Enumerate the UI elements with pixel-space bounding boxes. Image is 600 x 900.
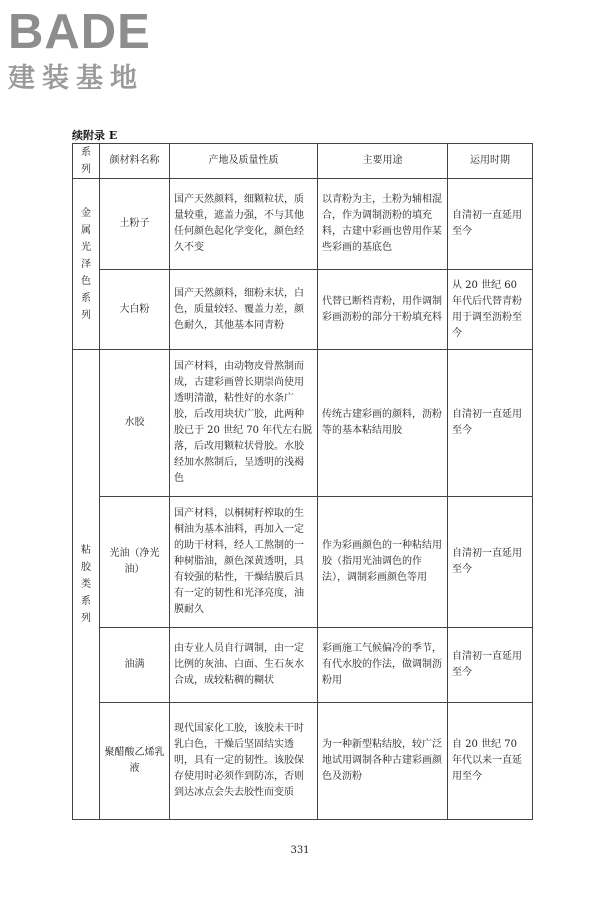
logo-brand: BADE <box>8 5 151 59</box>
usage-period: 自清初一直延用至今 <box>448 497 533 628</box>
origin-quality: 国产天然颜料，细粉末状，白色，质量较轻、覆盖力差，颜色耐久，其他基本同青粉 <box>170 270 318 350</box>
appendix-caption: 续附录 E <box>72 129 118 142</box>
header-series: 系列 <box>73 144 100 179</box>
main-use: 以青粉为主，土粉为辅相混合，作为调制沥粉的填充料，古建中彩画也曾用作某些彩画的基底色 <box>318 179 448 270</box>
table-row <box>73 350 533 497</box>
page-number: 331 <box>290 845 310 856</box>
series-cell: 粘胶类系列 <box>73 350 100 820</box>
table-row <box>73 703 533 820</box>
series-cell: 金属光泽色系列 <box>73 179 100 350</box>
main-use: 传统古建彩画的颜料，沥粉等的基本粘结用胶 <box>318 350 448 497</box>
usage-period: 自 20 世纪 70 年代以来一直延用至今 <box>448 703 533 820</box>
bade-logo <box>8 6 178 106</box>
usage-period: 自清初一直延用至今 <box>448 179 533 270</box>
header-main-use: 主要用途 <box>318 144 448 179</box>
main-use: 彩画施工气候偏冷的季节，有代水胶的作法，做调制沥粉用 <box>318 628 448 703</box>
origin-quality: 由专业人员自行调制，由一定比例的灰油、白面、生石灰水合成，成较粘稠的糊状 <box>170 628 318 703</box>
material-name: 水胶 <box>100 350 170 497</box>
main-use: 为一种新型粘结胶，较广泛地试用调制各种古建彩画颜色及沥粉 <box>318 703 448 820</box>
usage-period: 自清初一直延用至今 <box>448 628 533 703</box>
usage-period: 从 20 世纪 60 年代后代替青粉用于调至沥粉至今 <box>448 270 533 350</box>
logo-subtitle: 建装基地 <box>8 63 144 94</box>
table-row <box>73 497 533 628</box>
main-use: 作为彩画颜色的一种粘结用胶（指用光油调色的作法），调制彩画颜色等用 <box>318 497 448 628</box>
material-name: 大白粉 <box>100 270 170 350</box>
material-name: 土粉子 <box>100 179 170 270</box>
material-name: 油满 <box>100 628 170 703</box>
table-row <box>73 628 533 703</box>
table-header-row <box>73 144 533 179</box>
usage-period: 自清初一直延用至今 <box>448 350 533 497</box>
table-row <box>73 270 533 350</box>
origin-quality: 现代国家化工胶，该胶未干时乳白色，干燥后坚固结实透明，具有一定的韧性。该胶保存使用时必须作到防冻，否则到达冰点会失去胶性而变质 <box>170 703 318 820</box>
table-row <box>73 179 533 270</box>
header-material-name: 颜材料名称 <box>100 144 170 179</box>
material-name: 聚醋酸乙烯乳液 <box>100 703 170 820</box>
origin-quality: 国产天然颜料，细颗粒状，质量较重，遮盖力强，不与其他任何颜色起化学变化，颜色经久不变 <box>170 179 318 270</box>
origin-quality: 国产材料，以桐树籽榨取的生桐油为基本油料，再加入一定的助干材料，经人工熬制的一种树脂油，颜色深黄透明，具有较强的粘性，干燥结膜后具有一定的韧性和光泽亮度，油膜耐久 <box>170 497 318 628</box>
pigment-table <box>72 143 533 820</box>
material-name: 光油（净光油） <box>100 497 170 628</box>
header-origin-quality: 产地及质量性质 <box>170 144 318 179</box>
header-period: 运用时期 <box>448 144 533 179</box>
main-use: 代替已断档青粉，用作调制彩画沥粉的部分干粉填充料 <box>318 270 448 350</box>
origin-quality: 国产材料，由动物皮骨熬制而成，古建彩画曾长期崇尚使用透明清澈，粘性好的水条广胶，后改用块状广胶，此两种胶已于 20 世纪 70 年代左右脱落，后改用颗粒状骨胶。水胶经加水熬制后，呈透明的浅褐色 <box>170 350 318 497</box>
